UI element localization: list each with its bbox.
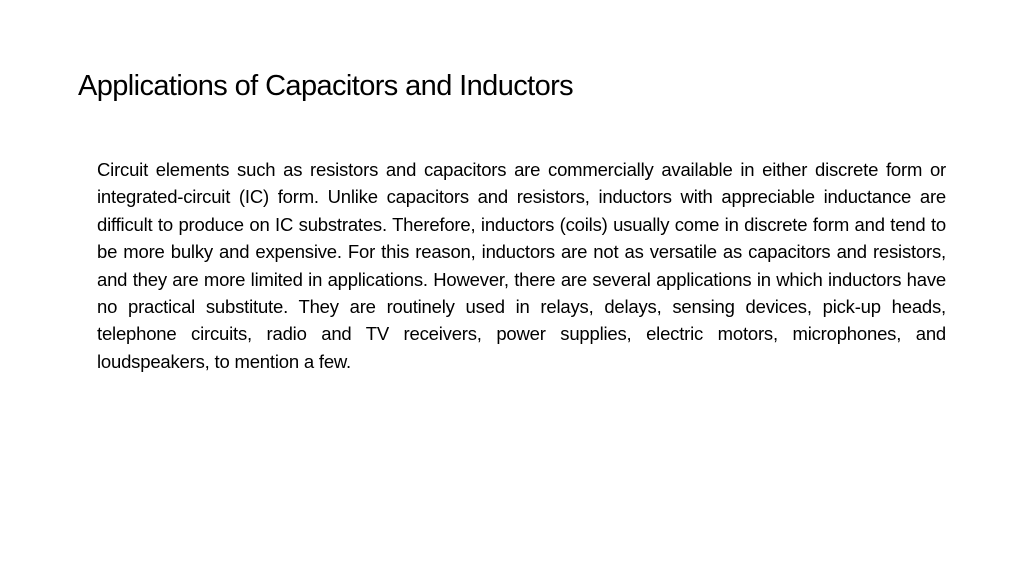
body-paragraph: Circuit elements such as resistors and capacitors are commercially available in either discrete form or integrated-circuit (IC) form. Unlike capacitors and resistors, inductors with appreciable inductance are difficult to produce on IC substrates. Therefore, inductors (coils) usually come in discrete form and tend to be more bulky and expensive. For this reason, inductors are not as versatile as capacitors and resistors, and they are more limited in applications. However, there are several applications in which inductors have no practical substitute. They are routinely used in relays, delays, sensing devices, pick-up heads, telephone circuits, radio and TV receivers, power supplies, electric motors, microphones, and loudspeakers, to mention a few. [97,159,946,372]
slide-title: Applications of Capacitors and Inductors [78,70,574,102]
